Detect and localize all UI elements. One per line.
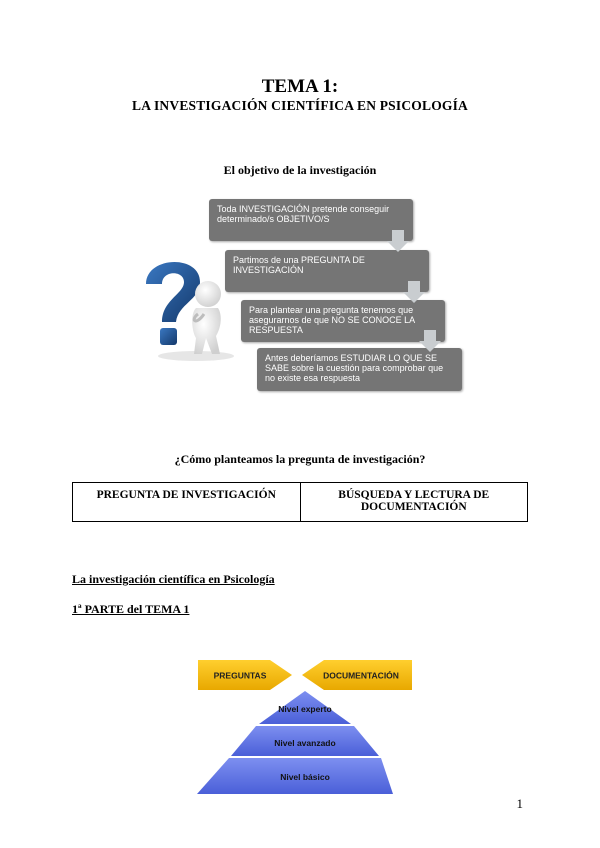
flow-step-3 xyxy=(241,300,445,342)
flow-step-2 xyxy=(225,250,429,292)
pyramid-level-expert-label: Nivel experto xyxy=(278,704,332,714)
table-cell-documentation: BÚSQUEDA Y LECTURA DE DOCUMENTACIÓN xyxy=(300,483,528,521)
pyramid-level-basic-label: Nivel básico xyxy=(280,772,330,782)
arrow-preguntas-label: PREGUNTAS xyxy=(213,670,267,681)
objective-heading: El objetivo de la investigación xyxy=(223,163,377,177)
flow-step-2-text: Partimos de una PREGUNTA DE INVESTIGACIÓN xyxy=(233,255,365,275)
flow-step-4-text: Antes deberíamos ESTUDIAR LO QUE SE SABE sobre la cuestión para comprobar que no existe esa respuesta xyxy=(265,353,444,383)
pyramid-level-advanced-label: Nivel avanzado xyxy=(274,738,336,748)
page-number: 1 xyxy=(516,796,523,811)
research-table xyxy=(72,482,528,522)
page-title: TEMA 1: xyxy=(261,76,339,97)
question-heading: ¿Cómo planteamos la pregunta de investigación? xyxy=(174,452,426,466)
part-link[interactable]: 1ª PARTE del TEMA 1 xyxy=(72,602,190,616)
page-subtitle: LA INVESTIGACIÓN CIENTÍFICA EN PSICOLOGÍA xyxy=(131,98,469,113)
flow-step-1-text: Toda INVESTIGACIÓN pretende conseguir determinado/s OBJETIVO/S xyxy=(217,204,390,224)
flow-step-1 xyxy=(209,199,413,241)
flow-step-3-text: Para plantear una pregunta tenemos que asegurarnos de que NO SE CONOCE LA RESPUESTA xyxy=(249,305,415,335)
arrow-documentacion-label: DOCUMENTACIÓN xyxy=(323,670,399,681)
section-link[interactable]: La investigación científica en Psicología xyxy=(72,572,275,586)
flow-step-4 xyxy=(257,348,462,391)
table-cell-question: PREGUNTA DE INVESTIGACIÓN xyxy=(96,489,276,501)
knowledge-pyramid-diagram xyxy=(190,655,420,797)
